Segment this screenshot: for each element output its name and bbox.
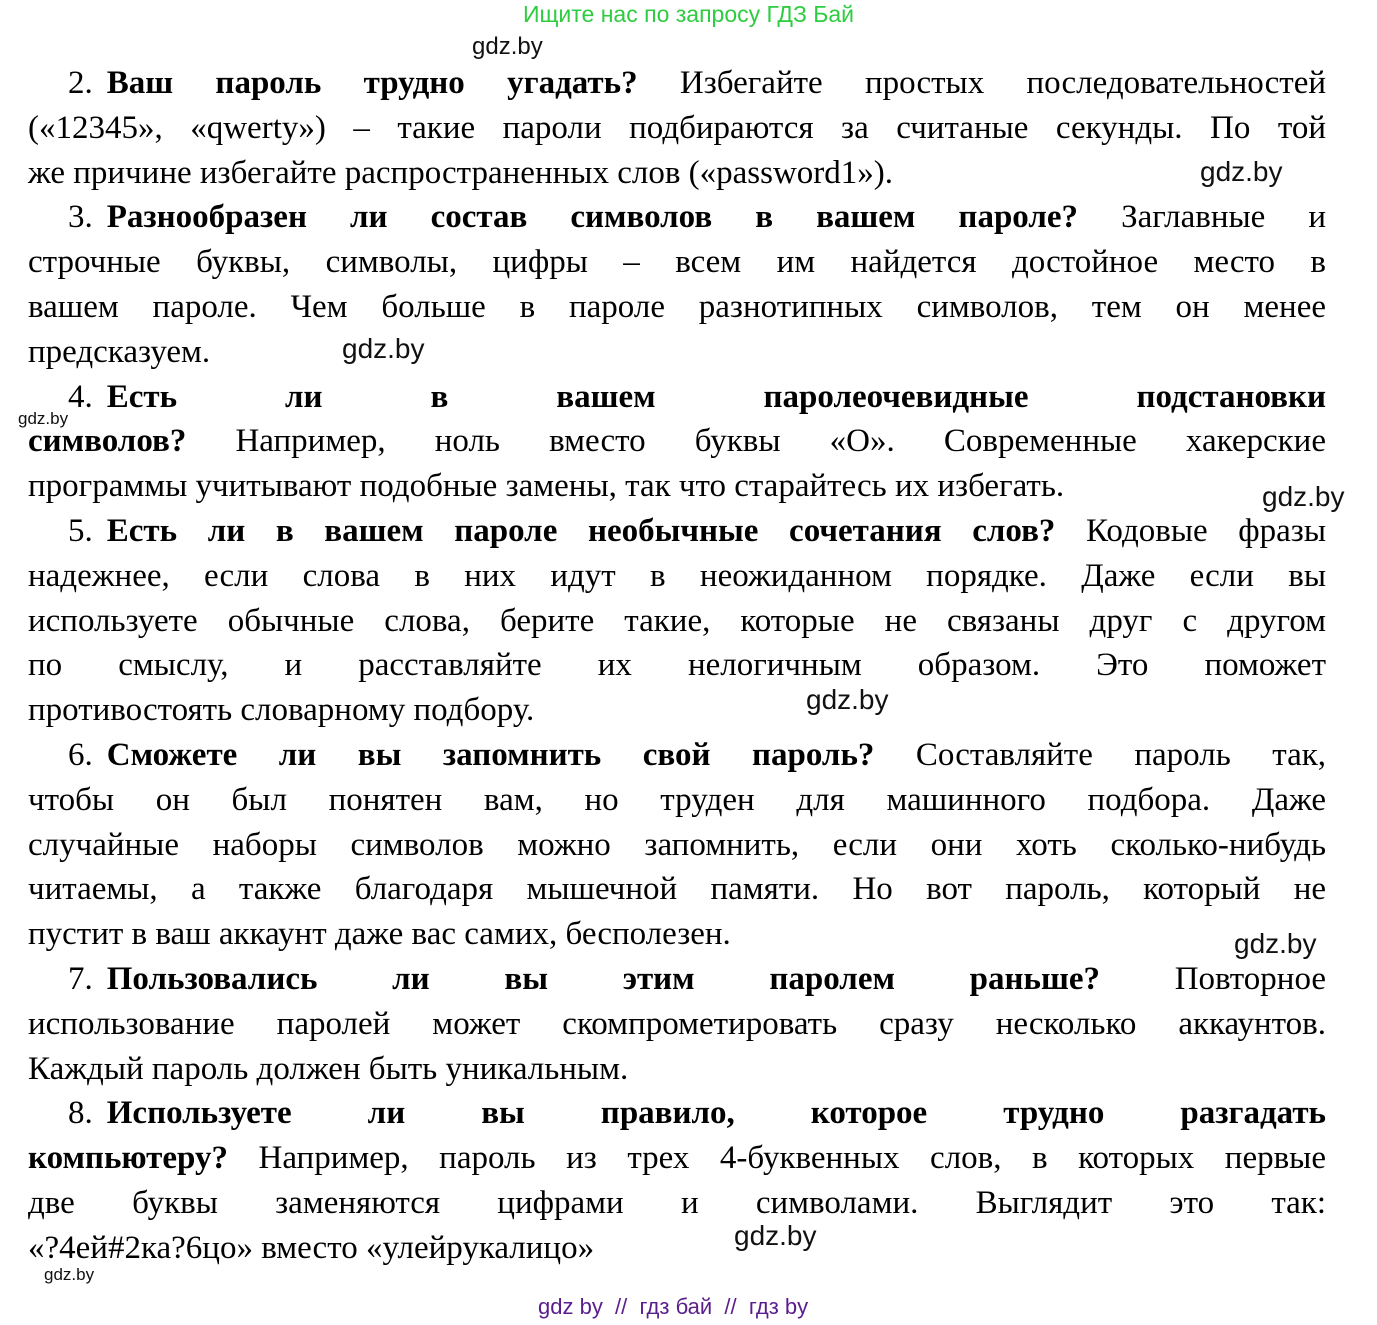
watermark: gdz.by — [1200, 156, 1283, 187]
body-text: Избегайте простых последовательностей — [637, 65, 1326, 101]
text-line — [28, 599, 1326, 644]
text-line — [28, 554, 1326, 599]
body-text: Кодовые фразы — [1055, 512, 1327, 549]
text-line — [28, 330, 1326, 375]
question-heading: компьютеру? — [28, 1140, 228, 1177]
body-text: случайные наборы символов можно запомнить, если они хоть сколько-нибудь — [28, 826, 1326, 863]
body-text: Заглавные и — [1078, 199, 1326, 236]
body-text: строчные буквы, символы, цифры – всем им найдется достойное место в — [28, 244, 1326, 281]
text-line — [28, 643, 1326, 688]
body-text: Составляйте пароль так, — [874, 736, 1326, 773]
text-line — [28, 1226, 1326, 1271]
question-heading: Разнообразен ли состав символов в вашем пароле? — [106, 199, 1079, 236]
body-text: читаемы, а также благодаря мышечной памяти. Но вот пароль, который не — [28, 871, 1326, 908]
watermark: gdz.by — [18, 409, 69, 428]
body-text: две буквы заменяются цифрами и символами. Выглядит это так: — [28, 1184, 1326, 1221]
body-text: надежнее, если слова в них идут в неожиданном порядке. Даже если вы — [28, 557, 1326, 594]
body-text: Например, пароль из трех 4-буквенных слов, в которых первые — [227, 1140, 1326, 1177]
body-text: («12345», «qwerty») – такие пароли подбираются за считаные секунды. По той — [28, 109, 1326, 146]
watermark: gdz.by — [342, 333, 425, 364]
item-number: 5. — [68, 512, 93, 549]
question-heading: Сможете ли вы запомнить свой пароль? — [106, 736, 875, 773]
text-line — [28, 419, 1326, 464]
text-line — [28, 61, 1326, 106]
question-heading: Пользовались ли вы этим паролем раньше? — [106, 960, 1100, 997]
question-heading: Есть ли в вашем паролеочевидные подстановки — [106, 378, 1326, 415]
body-text: используете обычные слова, берите такие, которые не связаны друг с другом — [28, 602, 1326, 639]
text-line — [28, 285, 1326, 330]
text-line — [28, 957, 1326, 1002]
text-line — [28, 195, 1326, 240]
text-line — [28, 509, 1326, 554]
text-line — [28, 1136, 1326, 1181]
body-text: Повторное — [1099, 960, 1326, 997]
body-text: же причине избегайте распространенных слов («password1»). — [28, 154, 894, 191]
watermark: gdz.by — [1234, 928, 1317, 959]
item-number: 7. — [68, 960, 93, 997]
question-heading: Есть ли в вашем пароле необычные сочетания слов? — [106, 512, 1056, 549]
body-text: вашем пароле. Чем больше в пароле разнотипных символов, тем он менее — [28, 288, 1326, 325]
body-text: «?4ей#2ка?6цо» вместо «улейрукалицо» — [28, 1229, 595, 1266]
text-line — [28, 240, 1326, 285]
text-line — [28, 778, 1326, 823]
body-text: Каждый пароль должен быть уникальным. — [28, 1050, 629, 1087]
text-line — [28, 867, 1326, 912]
watermark: gdz.by — [44, 1265, 95, 1284]
question-heading: Используете ли вы правило, которое трудно разгадать — [106, 1095, 1326, 1132]
body-text: пустит в ваш аккаунт даже вас самих, бесполезен. — [28, 916, 731, 953]
body-text: программы учитывают подобные замены, так что старайтесь их избегать. — [28, 468, 1065, 505]
text-line — [28, 733, 1326, 778]
question-heading: символов? — [28, 423, 187, 460]
text-line — [28, 106, 1326, 151]
text-line — [28, 1002, 1326, 1047]
text-line — [28, 1181, 1326, 1226]
item-number: 4. — [68, 378, 93, 415]
item-number: 3. — [68, 199, 93, 236]
watermark: gdz.by — [734, 1220, 817, 1251]
item-number: 8. — [68, 1095, 93, 1132]
document-body — [28, 61, 1326, 1271]
watermark: gdz.by — [1262, 481, 1345, 512]
text-line — [28, 464, 1326, 509]
watermark: gdz.by — [806, 684, 889, 715]
body-text: по смыслу, и расставляйте их нелогичным образом. Это поможет — [28, 647, 1326, 684]
text-line — [28, 1091, 1326, 1136]
question-heading: Ваш пароль трудно угадать? — [106, 65, 638, 101]
text-line — [28, 688, 1326, 733]
item-number: 6. — [68, 736, 93, 773]
text-line — [28, 1047, 1326, 1092]
footer-watermark: gdz by // гдз бай // гдз by — [538, 1294, 809, 1319]
search-banner: Ищите нас по запросу ГДЗ Бай — [522, 1, 855, 27]
body-text: предсказуем. — [28, 333, 211, 370]
text-line — [28, 823, 1326, 868]
text-line — [28, 912, 1326, 957]
body-text: использование паролей может скомпрометировать сразу несколько аккаунтов. — [28, 1005, 1326, 1042]
text-line — [28, 151, 1326, 196]
body-text: чтобы он был понятен вам, но труден для машинного подбора. Даже — [28, 781, 1326, 818]
body-text: противостоять словарному подбору. — [28, 692, 535, 729]
watermark: gdz.by — [472, 33, 543, 60]
text-line — [28, 375, 1326, 420]
body-text: Например, ноль вместо буквы «О». Современные хакерские — [186, 423, 1326, 460]
item-number: 2. — [68, 65, 93, 101]
